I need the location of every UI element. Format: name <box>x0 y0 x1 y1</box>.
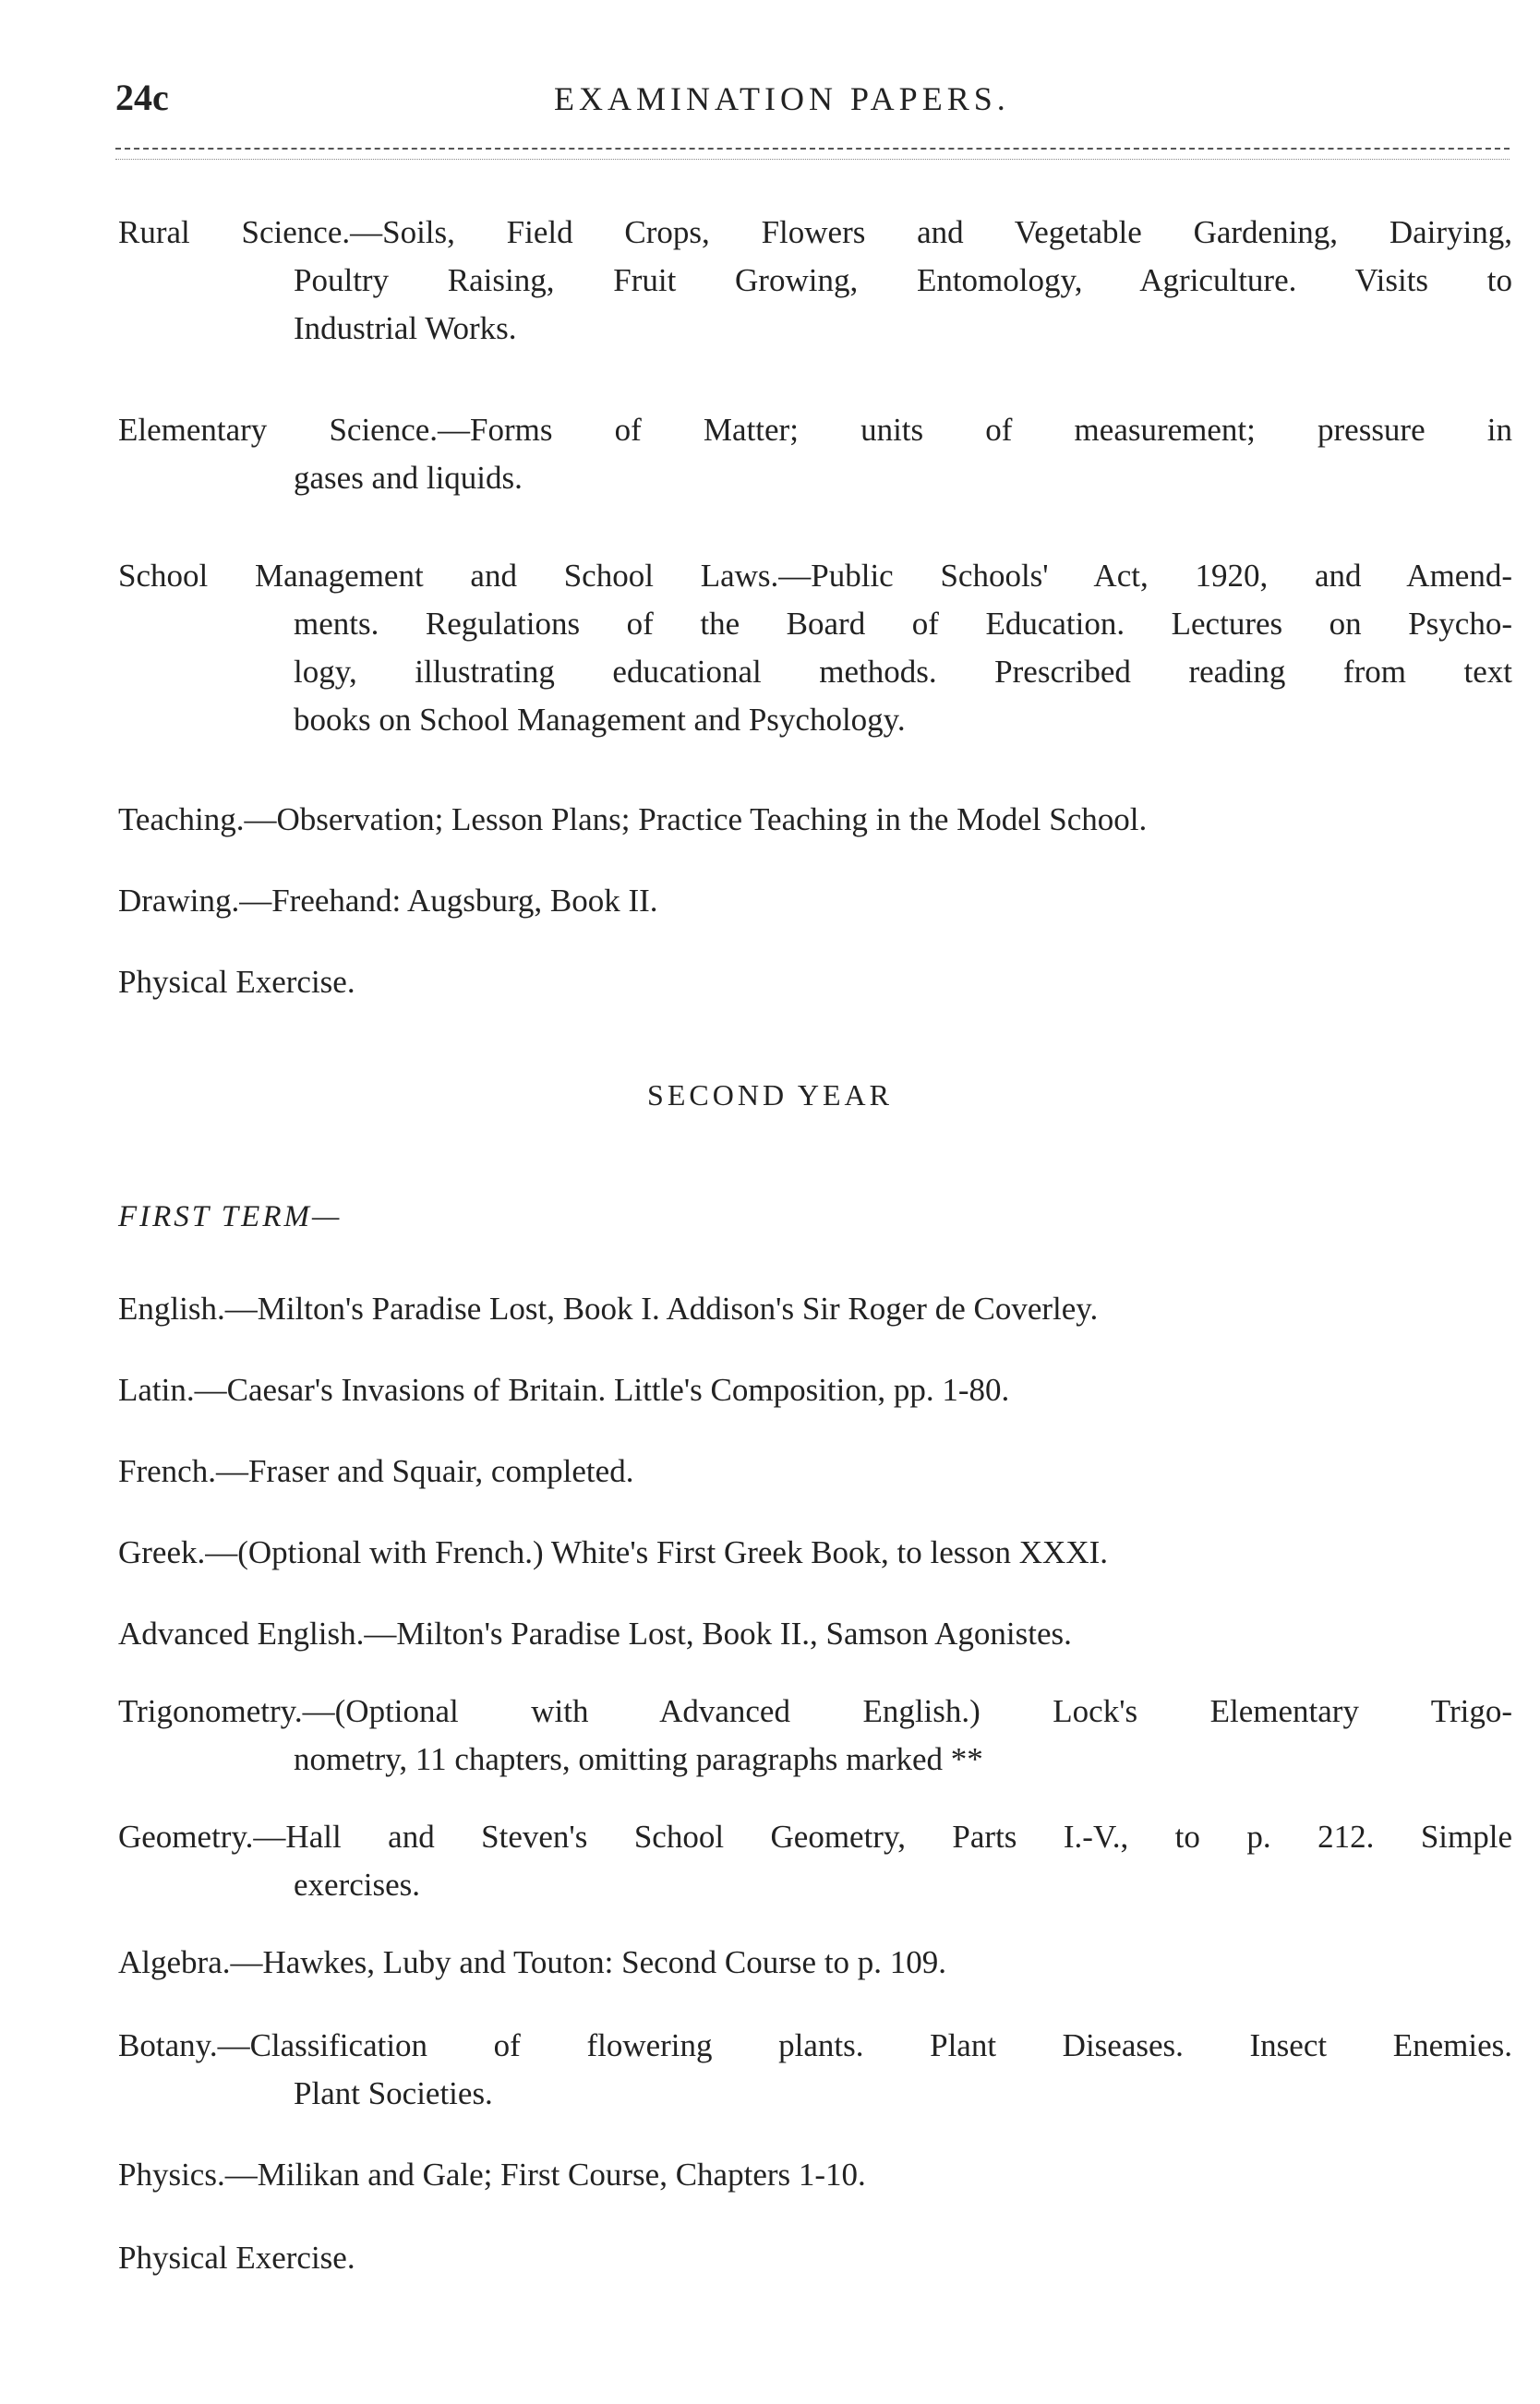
entry-trigonometry <box>118 1688 1512 1784</box>
entry-line: Physical Exercise. <box>118 964 355 1000</box>
entry-line: Geometry.—Hall and Steven's School Geometry, Parts I.-V., to p. 212. Simple <box>118 1819 1512 1855</box>
entry-physical-exercise <box>118 958 1512 1006</box>
entry-latin <box>118 1366 1512 1414</box>
entry-line: logy, illustrating educational methods. Prescribed reading from text <box>294 654 1512 690</box>
entry-line: Trigonometry.—(Optional with Advanced English.) Lock's Elementary Trigo- <box>118 1693 1512 1729</box>
entry-line: Drawing.—Freehand: Augsburg, Book II. <box>118 883 658 919</box>
entry-rural-science <box>118 209 1512 353</box>
entry-line: Botany.—Classification of flowering plants. Plant Diseases. Insect Enemies. <box>118 2027 1512 2063</box>
entry-line: Elementary Science.—Forms of Matter; units of measurement; pressure in <box>118 412 1512 448</box>
entry-line: Industrial Works. <box>294 310 517 346</box>
entry-line: Teaching.—Observation; Lesson Plans; Practice Teaching in the Model School. <box>118 801 1148 837</box>
entry-algebra <box>118 1939 1512 1987</box>
entry-geometry <box>118 1813 1512 1909</box>
entry-line: French.—Fraser and Squair, completed. <box>118 1453 634 1489</box>
entry-line: School Management and School Laws.—Public Schools' Act, 1920, and Amend- <box>118 558 1512 594</box>
entry-teaching <box>118 796 1512 844</box>
entry-drawing <box>118 877 1512 925</box>
page-number: 24c <box>115 77 169 118</box>
entry-line: nometry, 11 chapters, omitting paragraphs marked ** <box>294 1741 983 1777</box>
entry-elementary-science <box>118 406 1512 502</box>
entry-greek <box>118 1529 1512 1577</box>
entry-line: Rural Science.—Soils, Field Crops, Flowers and Vegetable Gardening, Dairying, <box>118 214 1512 250</box>
header-rule <box>115 148 1510 150</box>
entry-line: Advanced English.—Milton's Paradise Lost, Book II., Samson Agonistes. <box>118 1616 1072 1652</box>
entry-line: Algebra.—Hawkes, Luby and Touton: Second Course to p. 109. <box>118 1944 947 1980</box>
entry-physics <box>118 2151 1512 2199</box>
entry-english <box>118 1285 1512 1333</box>
entry-physical-exercise-2 <box>118 2234 1512 2282</box>
running-title: EXAMINATION PAPERS. <box>554 80 1010 117</box>
entry-botany <box>118 2022 1512 2118</box>
entry-line: Plant Societies. <box>294 2075 493 2111</box>
entry-line: Poultry Raising, Fruit Growing, Entomology, Agriculture. Visits to <box>294 262 1512 298</box>
entry-french <box>118 1448 1512 1496</box>
entry-line: exercises. <box>294 1867 421 1903</box>
entry-line: Greek.—(Optional with French.) White's First Greek Book, to lesson XXXI. <box>118 1534 1109 1570</box>
section-heading: SECOND YEAR <box>647 1078 893 1112</box>
entry-advanced-english <box>118 1610 1512 1658</box>
entry-line: books on School Management and Psychology. <box>294 702 906 738</box>
page-header <box>115 76 1500 131</box>
entry-line: Latin.—Caesar's Invasions of Britain. Little's Composition, pp. 1-80. <box>118 1372 1010 1408</box>
entry-line: ments. Regulations of the Board of Education. Lectures on Psycho- <box>294 606 1512 642</box>
entry-line: gases and liquids. <box>294 460 523 496</box>
entry-school-management <box>118 552 1512 744</box>
term-heading: FIRST TERM— <box>118 1200 343 1233</box>
entry-line: Physics.—Milikan and Gale; First Course, Chapters 1-10. <box>118 2157 866 2193</box>
header-rule-secondary <box>115 159 1510 160</box>
entry-line: English.—Milton's Paradise Lost, Book I. Addison's Sir Roger de Coverley. <box>118 1291 1099 1327</box>
entry-line: Physical Exercise. <box>118 2240 355 2276</box>
